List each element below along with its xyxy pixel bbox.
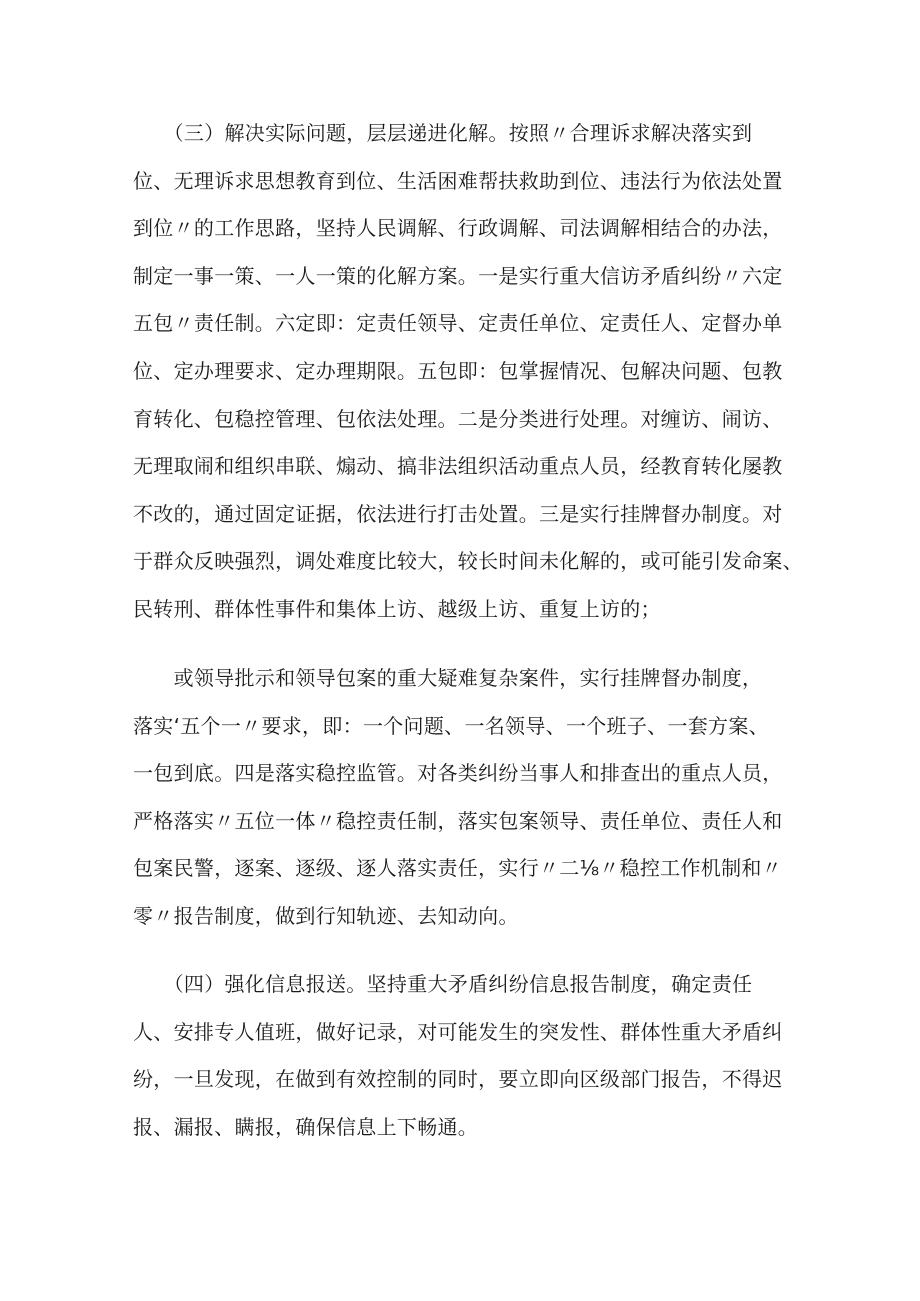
text-line: 育转化、包稳控管理、包依法处理。二是分类进行处理。对缠访、闹访、 (133, 406, 783, 431)
text-line: （四）强化信息报送。坚持重大矛盾纠纷信息报告制度，确定责任 (133, 972, 753, 996)
text-line: 或领导批示和领导包案的重大疑难复杂案件，实行挂牌督办制度， (133, 666, 763, 690)
text-line: 民转刑、群体性事件和集体上访、越级上访、重复上访的； (133, 596, 661, 621)
text-line: 严格落实〃五位一体〃稳控责任制，落实包案领导、责任单位、责任人和 (133, 808, 783, 833)
paragraph-resolve-problems (133, 110, 803, 634)
text-line: 到位〃的工作思路，坚持人民调解、行政调解、司法调解相结合的办法， (133, 216, 783, 241)
text-line: 不改的，通过固定证据，依法进行打击处置。三是实行挂牌督办制度。对 (133, 501, 783, 526)
paragraph-leadership-cases (133, 655, 803, 941)
paragraph-information-reporting (133, 961, 803, 1151)
text-line: 落实‘五个一〃要求，即：一个问题、一名领导、一个班子、一套方案、 (133, 713, 769, 738)
text-line: （三）解决实际问题，层层递进化解。按照〃合理诉求解决落实到 (133, 121, 753, 145)
text-line: 纷，一旦发现，在做到有效控制的同时，要立即向区级部门报告，不得迟 (133, 1067, 783, 1092)
text-line: 一包到底。四是落实稳控监管。对各类纠纷当事人和排查出的重点人员， (133, 761, 783, 786)
text-line: 包案民警，逐案、逐级、逐人落实责任，实行〃二⅛〃稳控工作机制和〃 (133, 856, 782, 881)
text-line: 报、漏报、瞒报，确保信息上下畅通。 (133, 1114, 479, 1139)
text-line: 于群众反映强烈，调处难度比较大，较长时间未化解的，或可能引发命案、 (133, 549, 803, 574)
text-line: 位、无理诉求思想教育到位、生活困难帮扶救助到位、违法行为依法处置 (133, 168, 783, 193)
text-line: 位、定办理要求、定办理期限。五包即：包掌握情况、包解决问题、包教 (133, 358, 783, 383)
text-line: 零〃报告制度，做到行知轨迹、去知动向。 (133, 903, 519, 928)
text-line: 无理取闹和组织串联、煽动、搞非法组织活动重点人员，经教育转化屡教 (133, 454, 783, 479)
text-line: 人、安排专人值班，做好记录，对可能发生的突发性、群体性重大矛盾纠 (133, 1019, 783, 1044)
text-line: 五包〃责任制。六定即：定责任领导、定责任单位、定责任人、定督办单 (133, 311, 783, 336)
text-line: 制定一事一策、一人一策的化解方案。一是实行重大信访矛盾纠纷〃六定 (133, 263, 783, 288)
